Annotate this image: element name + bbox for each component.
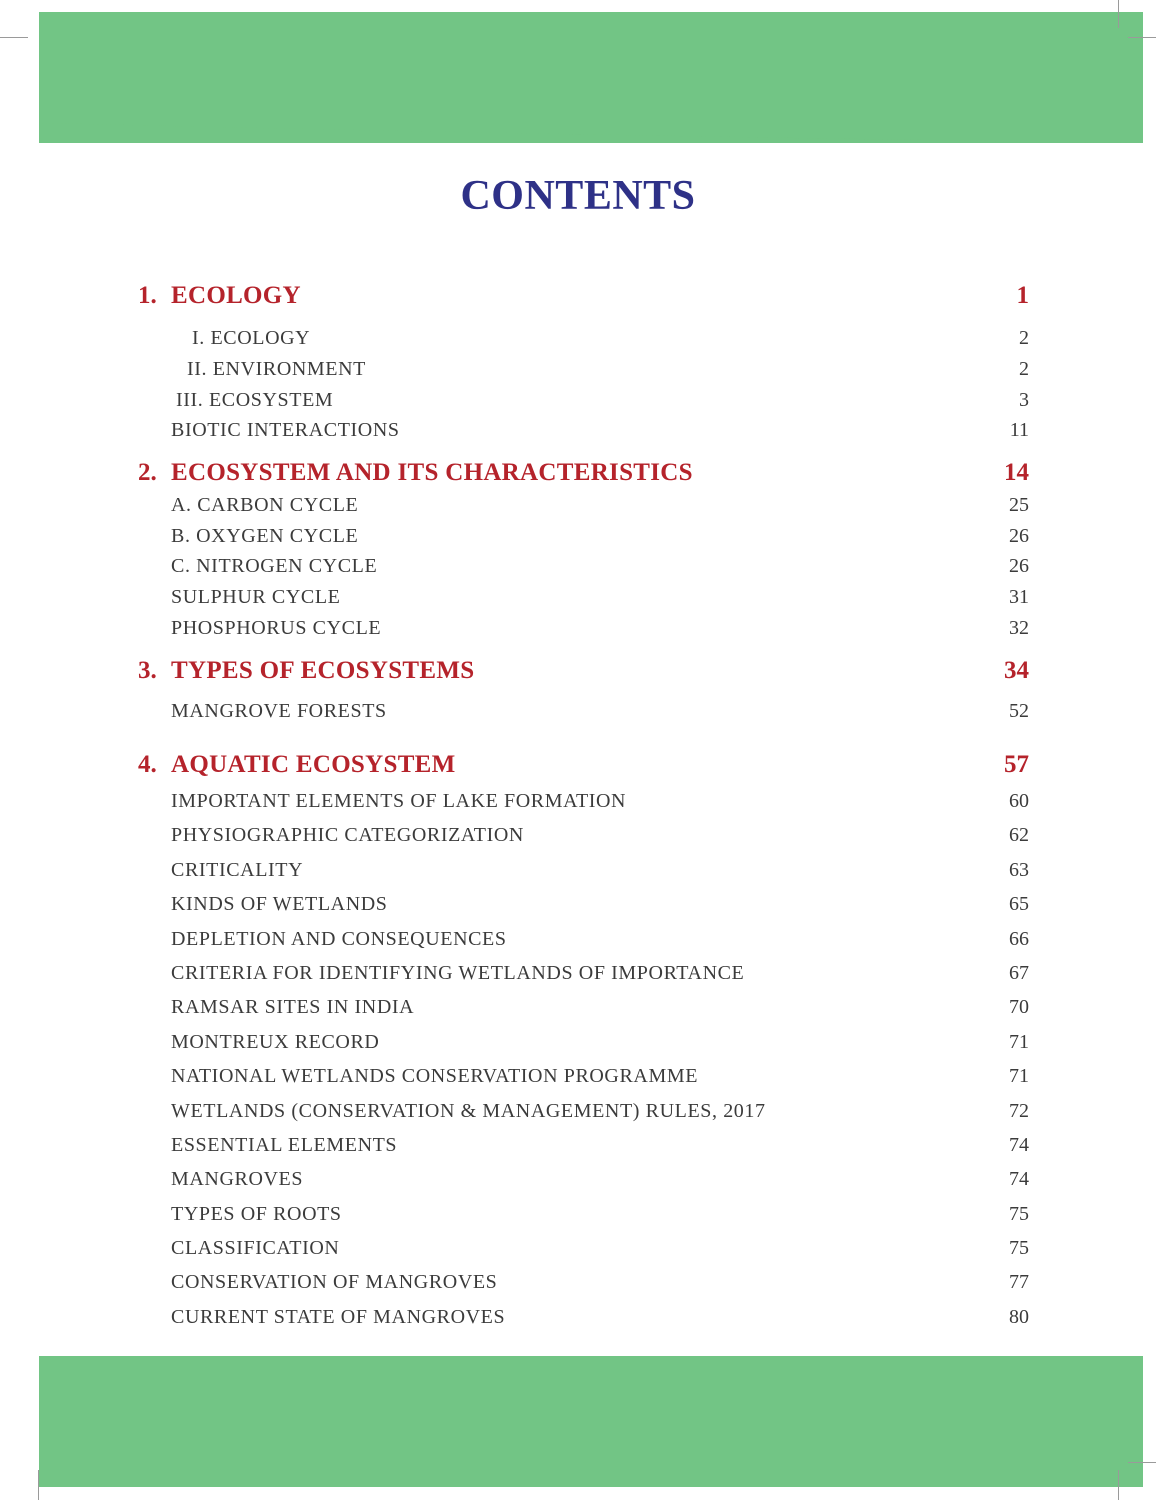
toc-item-page: 65	[1009, 893, 1029, 915]
chapter-title: AQUATIC ECOSYSTEM	[171, 751, 456, 778]
toc-item-page: 25	[1009, 494, 1029, 516]
toc-item-label: B. OXYGEN CYCLE	[171, 525, 359, 547]
toc-item-page: 26	[1009, 555, 1029, 577]
chapter-title: TYPES OF ECOSYSTEMS	[171, 657, 475, 684]
toc-chapter-2[interactable]	[0, 459, 1156, 487]
toc-item[interactable]	[0, 1134, 1156, 1162]
toc-item-page: 62	[1009, 824, 1029, 846]
toc-item-label: CURRENT STATE OF MANGROVES	[171, 1306, 506, 1328]
toc-item-page: 67	[1009, 962, 1029, 984]
toc-item[interactable]	[0, 1168, 1156, 1196]
toc-item[interactable]	[0, 893, 1156, 921]
toc-item-page: 75	[1009, 1203, 1029, 1225]
toc-item-label: III. ECOSYSTEM	[176, 389, 334, 411]
toc-item-page: 3	[1019, 389, 1029, 411]
toc-item-label: MANGROVES	[171, 1168, 304, 1190]
toc-item-page: 75	[1009, 1237, 1029, 1259]
toc-item-page: 2	[1019, 327, 1029, 349]
toc-item-label: PHYSIOGRAPHIC CATEGORIZATION	[171, 824, 524, 846]
toc-item[interactable]	[0, 327, 1156, 355]
toc-item-label: RAMSAR SITES IN INDIA	[171, 996, 415, 1018]
toc-item-label: MANGROVE FORESTS	[171, 700, 387, 722]
toc-item[interactable]	[0, 586, 1156, 614]
toc-item[interactable]	[0, 358, 1156, 386]
chapter-title: ECOSYSTEM AND ITS CHARACTERISTICS	[171, 459, 693, 486]
toc-item-label: I. ECOLOGY	[192, 327, 311, 349]
toc-item-label: TYPES OF ROOTS	[171, 1203, 342, 1225]
toc-item-page: 11	[1009, 419, 1029, 441]
toc-item-label: CONSERVATION OF MANGROVES	[171, 1271, 498, 1293]
toc-item[interactable]	[0, 1237, 1156, 1265]
toc-item-label: A. CARBON CYCLE	[171, 494, 359, 516]
toc-item-label: CLASSIFICATION	[171, 1237, 340, 1259]
toc-item-page: 26	[1009, 525, 1029, 547]
toc-item-page: 77	[1009, 1271, 1029, 1293]
toc-item-label: SULPHUR CYCLE	[171, 586, 341, 608]
chapter-page: 1	[1016, 282, 1029, 309]
toc-item-page: 66	[1009, 928, 1029, 950]
toc-item-page: 74	[1009, 1168, 1029, 1190]
toc-item-label: C. NITROGEN CYCLE	[171, 555, 378, 577]
toc-item-page: 52	[1009, 700, 1029, 722]
toc-item-label: ESSENTIAL ELEMENTS	[171, 1134, 398, 1156]
toc-item[interactable]	[0, 790, 1156, 818]
chapter-title: ECOLOGY	[171, 282, 301, 309]
toc-item-label: DEPLETION AND CONSEQUENCES	[171, 928, 507, 950]
chapter-page: 34	[1004, 657, 1029, 684]
toc-item-page: 70	[1009, 996, 1029, 1018]
toc-item-page: 31	[1009, 586, 1029, 608]
toc-item[interactable]	[0, 419, 1156, 447]
toc-item[interactable]	[0, 389, 1156, 417]
toc-item-label: CRITICALITY	[171, 859, 304, 881]
toc-item[interactable]	[0, 1031, 1156, 1059]
toc-item-page: 74	[1009, 1134, 1029, 1156]
chapter-page: 14	[1004, 459, 1029, 486]
toc-item[interactable]	[0, 1065, 1156, 1093]
toc-item-label: PHOSPHORUS CYCLE	[171, 617, 382, 639]
toc-item[interactable]	[0, 962, 1156, 990]
toc-item-page: 71	[1009, 1065, 1029, 1087]
page-title: CONTENTS	[460, 173, 696, 219]
toc-item[interactable]	[0, 617, 1156, 645]
toc-chapter-4[interactable]	[0, 751, 1156, 779]
toc-item-page: 60	[1009, 790, 1029, 812]
toc-item[interactable]	[0, 555, 1156, 583]
toc-item-page: 63	[1009, 859, 1029, 881]
toc-item[interactable]	[0, 859, 1156, 887]
toc-item-label: WETLANDS (CONSERVATION & MANAGEMENT) RULES, 2017	[171, 1100, 766, 1122]
chapter-number: 4.	[138, 751, 157, 778]
chapter-number: 2.	[138, 459, 157, 486]
toc-item[interactable]	[0, 824, 1156, 852]
toc-item[interactable]	[0, 1203, 1156, 1231]
toc-item[interactable]	[0, 1271, 1156, 1299]
toc-item-label: KINDS OF WETLANDS	[171, 893, 388, 915]
toc-item[interactable]	[0, 1100, 1156, 1128]
toc-item-page: 80	[1009, 1306, 1029, 1328]
toc-item-page: 71	[1009, 1031, 1029, 1053]
toc-item[interactable]	[0, 525, 1156, 553]
chapter-number: 3.	[138, 657, 157, 684]
toc-chapter-1[interactable]	[0, 282, 1156, 310]
toc-item[interactable]	[0, 700, 1156, 728]
toc-item-page: 72	[1009, 1100, 1029, 1122]
toc-item[interactable]	[0, 928, 1156, 956]
toc-chapter-3[interactable]	[0, 657, 1156, 685]
toc-item-label: IMPORTANT ELEMENTS OF LAKE FORMATION	[171, 790, 627, 812]
chapter-page: 57	[1004, 751, 1029, 778]
toc-item[interactable]	[0, 1306, 1156, 1334]
toc-item[interactable]	[0, 996, 1156, 1024]
toc-item-label: MONTREUX RECORD	[171, 1031, 380, 1053]
toc-item-label: II. ENVIRONMENT	[187, 358, 366, 380]
toc-item-page: 2	[1019, 358, 1029, 380]
toc-item-label: NATIONAL WETLANDS CONSERVATION PROGRAMME	[171, 1065, 699, 1087]
chapter-number: 1.	[138, 282, 157, 309]
toc-item-label: BIOTIC INTERACTIONS	[171, 419, 400, 441]
toc-item-label: CRITERIA FOR IDENTIFYING WETLANDS OF IMPORTANCE	[171, 962, 745, 984]
toc-item[interactable]	[0, 494, 1156, 522]
toc-item-page: 32	[1009, 617, 1029, 639]
